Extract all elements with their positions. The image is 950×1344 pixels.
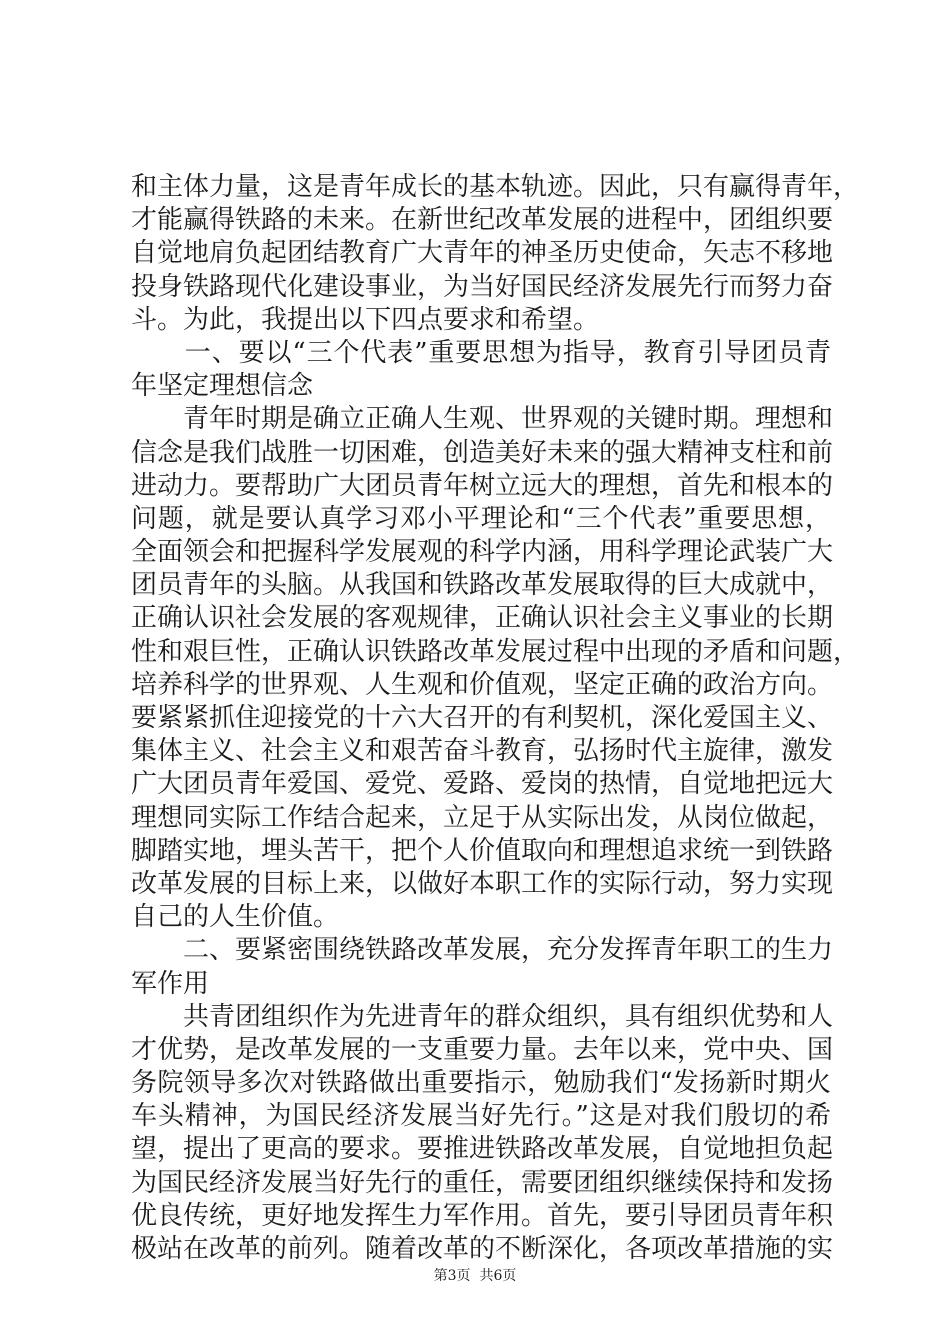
text-line: 望，提出了更高的要求。要推进铁路改革发展，自觉地担负起 (131, 1134, 834, 1165)
text-line: 性和艰巨性，正确认识铁路改革发展过程中出现的矛盾和问题， (131, 636, 860, 667)
text-line: 集体主义、社会主义和艰苦奋斗教育，弘扬时代主旋律，激发 (131, 736, 834, 767)
text-line: 自觉地肩负起团结教育广大青年的神圣历史使命，矢志不移地 (131, 238, 834, 269)
page-number: 第3页 共6页 (433, 1268, 517, 1284)
text-line: 务院领导多次对铁路做出重要指示，勉励我们“发扬新时期火 (131, 1068, 831, 1099)
text-line: 极站在改革的前列。随着改革的不断深化，各项改革措施的实 (131, 1234, 834, 1264)
text-line: 年坚定理想信念 (131, 371, 314, 402)
text-line: 才优势，是改革发展的一支重要力量。去年以来，党中央、国 (131, 1034, 834, 1065)
text-line: 为国民经济发展当好先行的重任，需要团组织继续保持和发扬 (131, 1167, 834, 1198)
text-line: 军作用 (131, 968, 210, 999)
text-line: 和主体力量，这是青年成长的基本轨迹。因此，只有赢得青年， (131, 172, 860, 202)
text-line: 共青团组织作为先进青年的群众组织，具有组织优势和人 (131, 1001, 834, 1032)
text-line: 改革发展的目标上来，以做好本职工作的实际行动，努力实现 (131, 868, 834, 899)
page-footer (0, 1267, 950, 1285)
text-line: 信念是我们战胜一切困难，创造美好未来的强大精神支柱和前 (131, 437, 834, 468)
text-line: 斗。为此，我提出以下四点要求和希望。 (131, 304, 600, 335)
text-line: 脚踏实地，埋头苦干，把个人价值取向和理想追求统一到铁路 (131, 835, 834, 866)
text-line: 二、要紧密围绕铁路改革发展，充分发挥青年职工的生力 (131, 935, 834, 966)
text-line: 理想同实际工作结合起来，立足于从实际出发，从岗位做起， (131, 802, 834, 833)
text-line: 全面领会和把握科学发展观的科学内涵，用科学理论武装广大 (131, 537, 834, 568)
text-line: 问题，就是要认真学习邓小平理论和“三个代表”重要思想， (131, 503, 831, 534)
text-line: 投身铁路现代化建设事业，为当好国民经济发展先行而努力奋 (131, 271, 834, 302)
text-line: 一、要以“三个代表”重要思想为指导，教育引导团员青 (131, 337, 831, 368)
text-line: 青年时期是确立正确人生观、世界观的关键时期。理想和 (131, 404, 834, 435)
text-line: 培养科学的世界观、人生观和价值观，坚定正确的政治方向。 (131, 669, 834, 700)
text-line: 团员青年的头脑。从我国和铁路改革发展取得的巨大成就中， (131, 570, 834, 601)
text-line: 才能赢得铁路的未来。在新世纪改革发展的进程中，团组织要 (131, 205, 834, 236)
text-line: 自己的人生价值。 (131, 902, 340, 933)
text-line: 要紧紧抓住迎接党的十六大召开的有利契机，深化爱国主义、 (131, 703, 834, 733)
text-line: 优良传统，更好地发挥生力军作用。首先，要引导团员青年积 (131, 1200, 834, 1231)
text-line: 车头精神，为国民经济发展当好先行。”这是对我们殷切的希 (131, 1101, 831, 1132)
body-text (131, 171, 860, 1266)
text-line: 广大团员青年爱国、爱党、爱路、爱岗的热情，自觉地把远大 (131, 769, 834, 800)
text-line: 进动力。要帮助广大团员青年树立远大的理想，首先和根本的 (131, 470, 834, 501)
text-line: 正确认识社会发展的客观规律，正确认识社会主义事业的长期 (131, 603, 834, 634)
